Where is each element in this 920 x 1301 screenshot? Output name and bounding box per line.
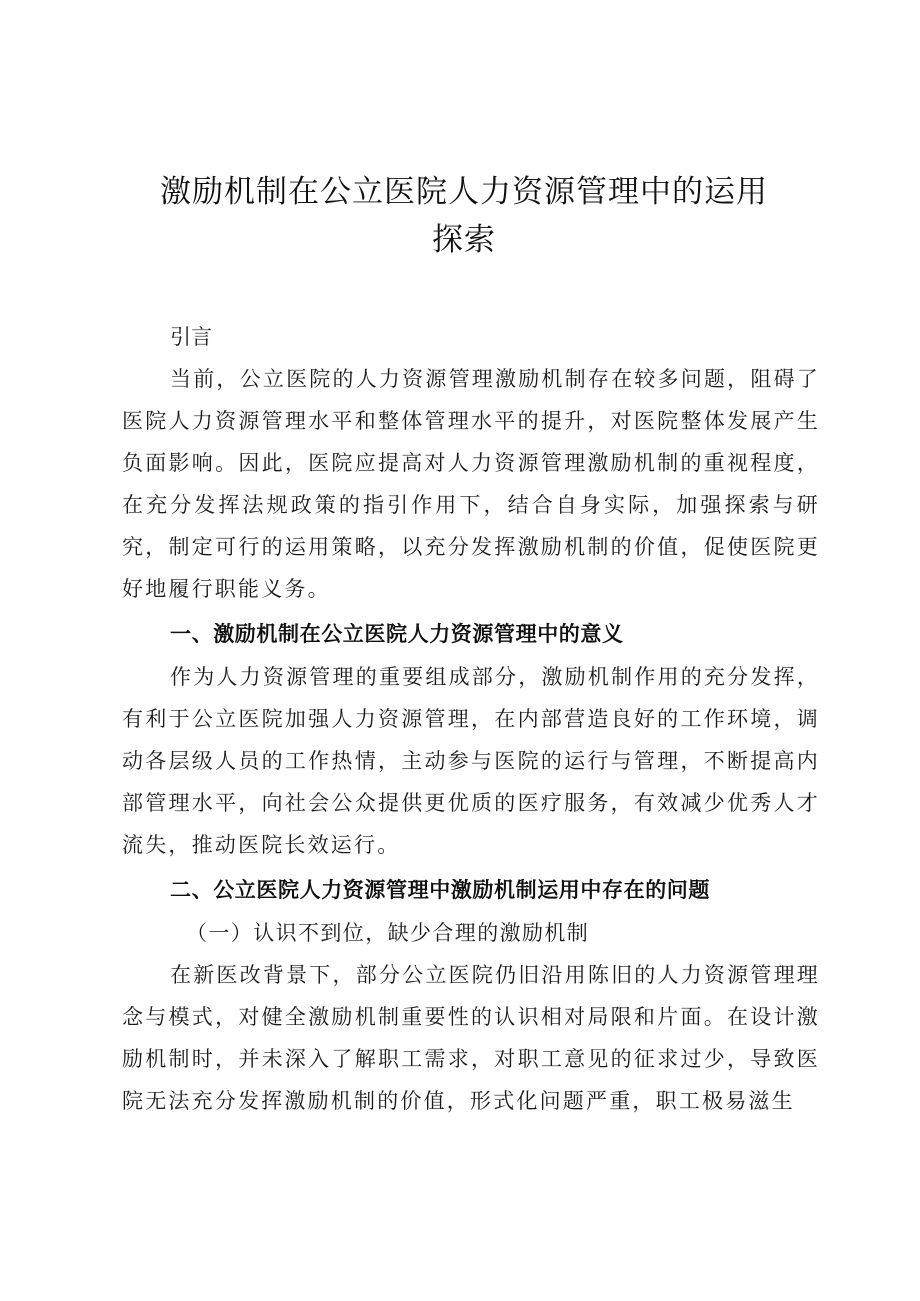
- section1-heading: 一、激励机制在公立医院人力资源管理中的意义: [170, 622, 624, 646]
- section2-paragraph: 在新医改背景下，部分公立医院仍旧沿用陈旧的人力资源管理理念与模式，对健全激励机制重要性的认识相对局限和片面。在设计激励机制时，并未深入了解职工需求，对职工意见的征求过少，导致医院无法充分发挥激励机制的价值，形式化问题严重，职工极易滋生: [122, 963, 820, 1113]
- intro-paragraph: 当前，公立医院的人力资源管理激励机制存在较多问题，阻碍了医院人力资源管理水平和整体管理水平的提升，对医院整体发展产生负面影响。因此，医院应提高对人力资源管理激励机制的重视程度，在充分发挥法规政策的指引作用下，结合自身实际，加强探索与研究，制定可行的运用策略，以充分发挥激励机制的价值，促使医院更好地履行职能义务。: [122, 367, 820, 601]
- section1-paragraph: 作为人力资源管理的重要组成部分，激励机制作用的充分发挥，有利于公立医院加强人力资源管理，在内部营造良好的工作环境，调动各层级人员的工作热情，主动参与医院的运行与管理，不断提高内部管理水平，向社会公众提供更优质的医疗服务，有效减少优秀人才流失，推动医院长效运行。: [122, 665, 820, 857]
- section2-subheading: （一）认识不到位，缺少合理的激励机制: [186, 921, 590, 945]
- document-title: 激励机制在公立医院人力资源管理中的运用探索: [160, 174, 768, 258]
- section2-heading: 二、公立医院人力资源管理中激励机制运用中存在的问题: [170, 878, 710, 902]
- intro-label: 引言: [170, 325, 212, 349]
